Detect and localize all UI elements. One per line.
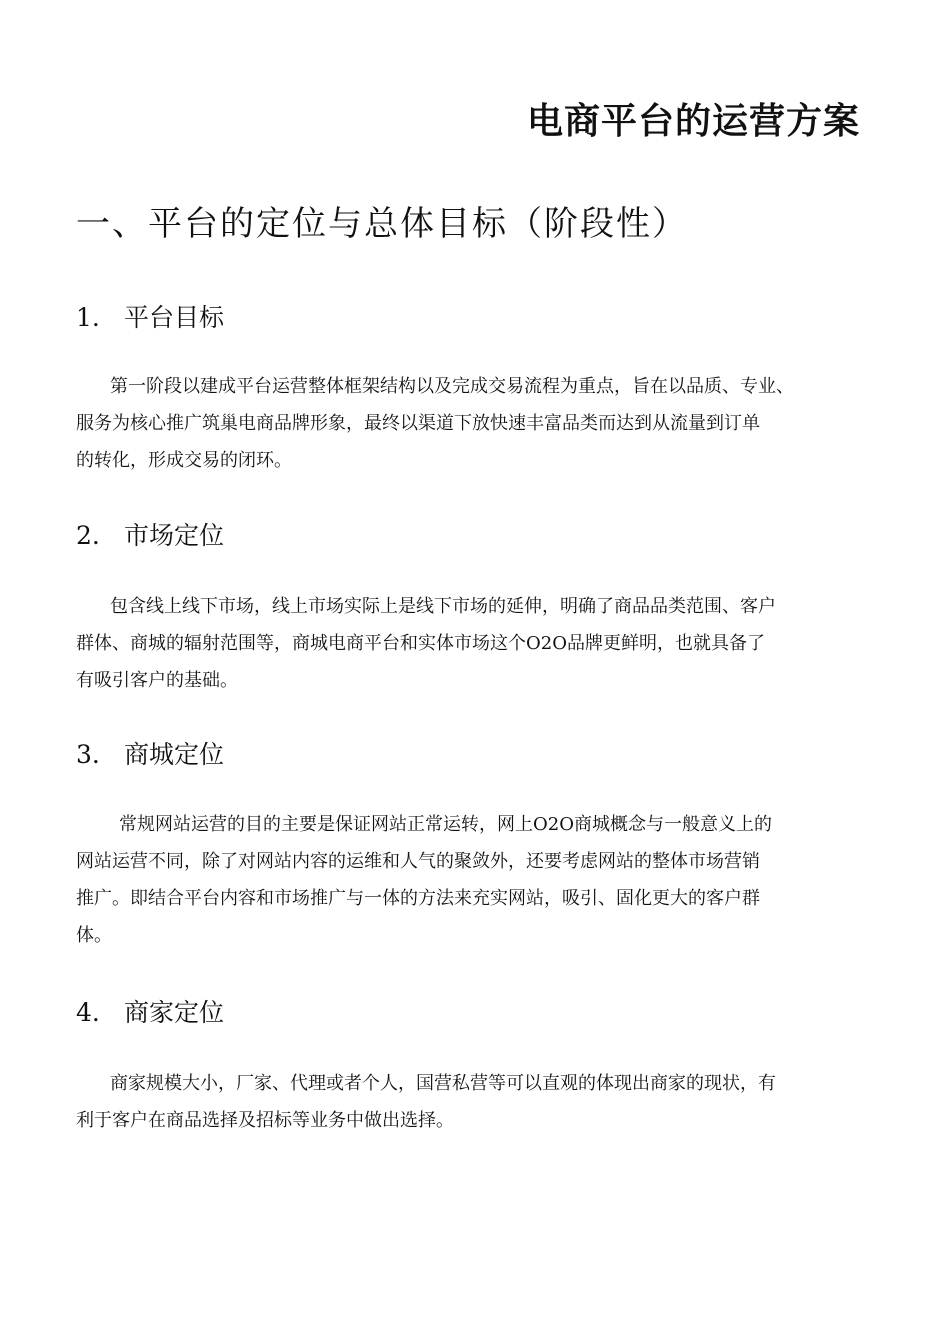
paragraph-line: 商家规模大小，厂家、代理或者个人，国营私营等可以直观的体现出商家的现状，有 xyxy=(110,1073,776,1094)
paragraph-line: 常规网站运营的目的主要是保证网站正常运转，网上O2O商城概念与一般意义上的 xyxy=(119,814,772,835)
paragraph-line: 利于客户在商品选择及招标等业务中做出选择。 xyxy=(76,1110,454,1131)
section-heading-market xyxy=(76,518,224,554)
paragraph-market xyxy=(76,588,886,699)
section-heading-mall xyxy=(76,737,224,773)
paragraph-line: 第一阶段以建成平台运营整体框架结构以及完成交易流程为重点，旨在以品质、专业、 xyxy=(110,376,794,397)
paragraph-line: 群体、商城的辐射范围等，商城电商平台和实体市场这个O2O品牌更鲜明，也就具备了 xyxy=(76,633,765,654)
document-title: 电商平台的运营方案 xyxy=(526,101,860,142)
paragraph-goal xyxy=(76,368,886,479)
section-number: 2. xyxy=(76,521,100,550)
section-number: 1. xyxy=(76,303,100,332)
section-title: 平台目标 xyxy=(124,303,225,332)
paragraph-line: 推广。即结合平台内容和市场推广与一体的方法来充实网站，吸引、固化更大的客户群 xyxy=(76,888,760,909)
paragraph-line: 有吸引客户的基础。 xyxy=(76,670,238,691)
chapter-heading: 一、平台的定位与总体目标（阶段性） xyxy=(76,204,688,244)
section-heading-goal xyxy=(76,300,224,336)
paragraph-line: 包含线上线下市场，线上市场实际上是线下市场的延伸，明确了商品品类范围、客户 xyxy=(110,596,776,617)
paragraph-mall xyxy=(76,806,886,954)
paragraph-line: 的转化，形成交易的闭环。 xyxy=(76,450,292,471)
section-number: 3. xyxy=(76,740,100,769)
section-heading-merchant xyxy=(76,995,224,1031)
section-title: 商城定位 xyxy=(124,740,225,769)
paragraph-line: 网站运营不同，除了对网站内容的运维和人气的聚敛外，还要考虑网站的整体市场营销 xyxy=(76,851,760,872)
paragraph-merchant xyxy=(76,1065,886,1139)
paragraph-line: 服务为核心推广筑巢电商品牌形象，最终以渠道下放快速丰富品类而达到从流量到订单 xyxy=(76,413,760,434)
section-number: 4. xyxy=(76,998,100,1027)
section-title: 市场定位 xyxy=(124,521,225,550)
paragraph-line: 体。 xyxy=(76,925,112,946)
section-title: 商家定位 xyxy=(124,998,225,1027)
